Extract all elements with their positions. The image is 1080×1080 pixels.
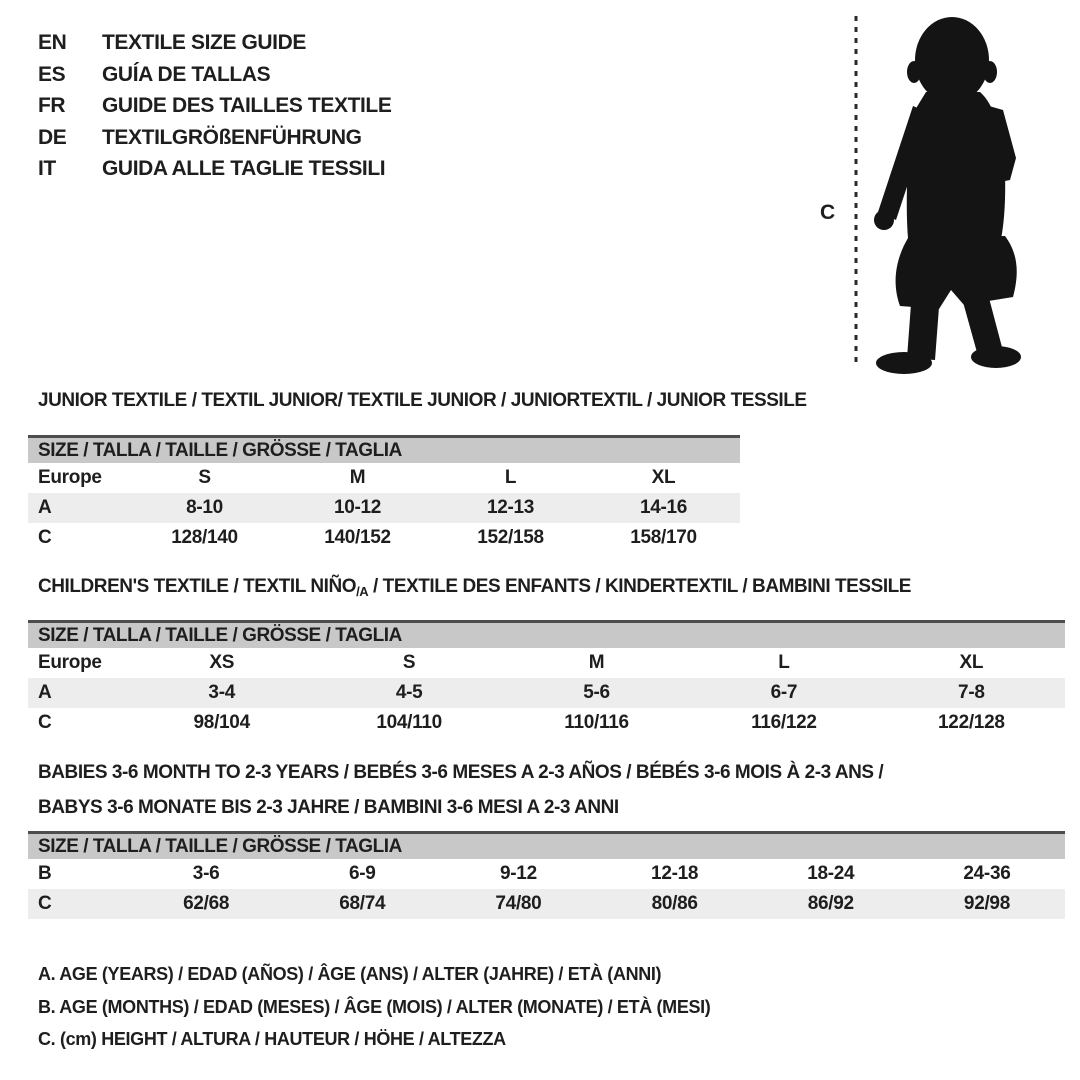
- age-cell: 8-10: [186, 497, 223, 518]
- language-row-de: [38, 122, 391, 154]
- height-cell: 104/110: [376, 712, 442, 733]
- section-title-text: / TEXTILE DES ENFANTS / KINDERTEXTIL / BAMBINI TESSILE: [368, 576, 912, 597]
- language-title: GUIDE DES TAILLES TEXTILE: [102, 94, 392, 117]
- age-cell: 18-24: [807, 863, 855, 884]
- size-cell: M: [349, 467, 366, 488]
- height-cell: 158/170: [630, 527, 697, 548]
- section-title-text: JUNIOR TEXTILE / TEXTIL JUNIOR/ TEXTILE JUNIOR / JUNIORTEXTIL / JUNIOR TESSILE: [38, 390, 807, 411]
- height-cell: 128/140: [171, 527, 238, 548]
- age-cell: 6-7: [770, 682, 798, 703]
- junior-size-table: [28, 435, 740, 553]
- table-row-europe: [28, 463, 740, 493]
- row-label: C: [38, 527, 52, 548]
- table-row-age: [28, 678, 1065, 708]
- height-cell: 74/80: [495, 893, 542, 914]
- table-row-height: [28, 708, 1065, 738]
- section-title-children: [38, 575, 911, 604]
- table-row-europe: [28, 648, 1065, 678]
- language-row-fr: [38, 90, 391, 122]
- language-row-it: [38, 153, 391, 185]
- size-cell: S: [198, 467, 211, 488]
- age-cell: 7-8: [958, 682, 985, 703]
- age-cell: 3-6: [192, 863, 220, 884]
- baby-silhouette-svg: [812, 8, 1027, 376]
- row-label: C: [38, 712, 52, 733]
- size-cell: XS: [209, 652, 235, 673]
- size-header-band: SIZE / TALLA / TAILLE / GRÖSSE / TAGLIA: [28, 438, 740, 463]
- language-code: ES: [38, 62, 66, 86]
- row-label: A: [38, 682, 52, 703]
- age-cell: 24-36: [963, 863, 1011, 884]
- children-size-table: [28, 620, 1065, 738]
- size-header-band: SIZE / TALLA / TAILLE / GRÖSSE / TAGLIA: [28, 834, 1065, 859]
- section-title-text: CHILDREN'S TEXTILE / TEXTIL NIÑO: [38, 576, 357, 597]
- age-cell: 5-6: [583, 682, 610, 703]
- row-label: Europe: [38, 467, 102, 488]
- section-title-junior: [38, 389, 807, 418]
- language-code: FR: [38, 94, 66, 117]
- size-cell: XL: [959, 652, 984, 673]
- age-cell: 12-13: [486, 497, 535, 518]
- height-cell: 86/92: [807, 893, 854, 914]
- size-header-band: SIZE / TALLA / TAILLE / GRÖSSE / TAGLIA: [28, 623, 1065, 648]
- language-code: EN: [38, 31, 67, 54]
- babies-size-table: [28, 831, 1065, 919]
- age-cell: 12-18: [651, 863, 699, 884]
- legend-line-b: B. AGE (MONTHS) / EDAD (MESES) / ÂGE (MOIS) / ALTER (MONATE) / ETÀ (MESI): [38, 996, 711, 1017]
- language-row-en: [38, 27, 391, 59]
- height-measure-label: C: [820, 201, 836, 224]
- height-cell: 122/128: [938, 712, 1005, 733]
- language-row-es: [38, 59, 391, 91]
- size-cell: L: [778, 652, 790, 673]
- row-label: C: [38, 893, 52, 914]
- legend: [38, 958, 710, 1056]
- height-cell: 98/104: [193, 712, 250, 733]
- language-title: TEXTILE SIZE GUIDE: [102, 31, 306, 54]
- height-cell: 80/86: [651, 893, 698, 914]
- height-cell: 116/122: [751, 712, 817, 733]
- section-title-babies: [38, 755, 883, 825]
- language-code: DE: [38, 125, 67, 149]
- row-label: Europe: [38, 652, 102, 673]
- table-row-height: [28, 523, 740, 553]
- age-cell: 10-12: [333, 497, 382, 518]
- size-cell: XL: [651, 467, 676, 488]
- language-title-list: [38, 27, 391, 185]
- size-cell: L: [504, 467, 517, 488]
- table-row-age-months: [28, 859, 1065, 889]
- language-code: IT: [38, 157, 56, 180]
- section-title-line2: BABYS 3-6 MONATE BIS 2-3 JAHRE / BAMBINI 3-6 MESI A 2-3 ANNI: [38, 797, 619, 818]
- language-title: TEXTILGRÖßENFÜHRUNG: [102, 125, 362, 149]
- row-label: B: [38, 863, 52, 884]
- legend-line-c: C. (cm) HEIGHT / ALTURA / HAUTEUR / HÖHE / ALTEZZA: [38, 1029, 506, 1049]
- age-cell: 4-5: [395, 682, 423, 703]
- language-title: GUÍA DE TALLAS: [102, 62, 271, 86]
- language-title: GUIDA ALLE TAGLIE TESSILI: [102, 157, 386, 180]
- age-cell: 3-4: [208, 682, 235, 703]
- height-cell: 140/152: [324, 527, 391, 548]
- height-cell: 110/116: [564, 712, 629, 733]
- height-cell: 68/74: [339, 893, 386, 914]
- section-title-sub: /A: [356, 584, 369, 599]
- section-title-line1: BABIES 3-6 MONTH TO 2-3 YEARS / BEBÉS 3-6 MESES A 2-3 AÑOS / BÉBÉS 3-6 MOIS À 2-3 ANS /: [38, 762, 884, 783]
- size-cell: S: [402, 652, 416, 673]
- baby-silhouette: [874, 17, 1021, 374]
- height-cell: 62/68: [183, 893, 230, 914]
- size-cell: M: [588, 652, 605, 673]
- height-cell: 92/98: [963, 893, 1010, 914]
- age-cell: 9-12: [500, 863, 537, 884]
- row-label: A: [38, 497, 52, 518]
- age-cell: 14-16: [639, 497, 688, 518]
- table-row-age: [28, 493, 740, 523]
- height-cell: 152/158: [477, 527, 544, 548]
- legend-line-a: A. AGE (YEARS) / EDAD (AÑOS) / ÂGE (ANS) / ALTER (JAHRE) / ETÀ (ANNI): [38, 964, 662, 984]
- baby-figure: [812, 8, 1027, 376]
- age-cell: 6-9: [348, 863, 376, 884]
- table-row-height: [28, 889, 1065, 919]
